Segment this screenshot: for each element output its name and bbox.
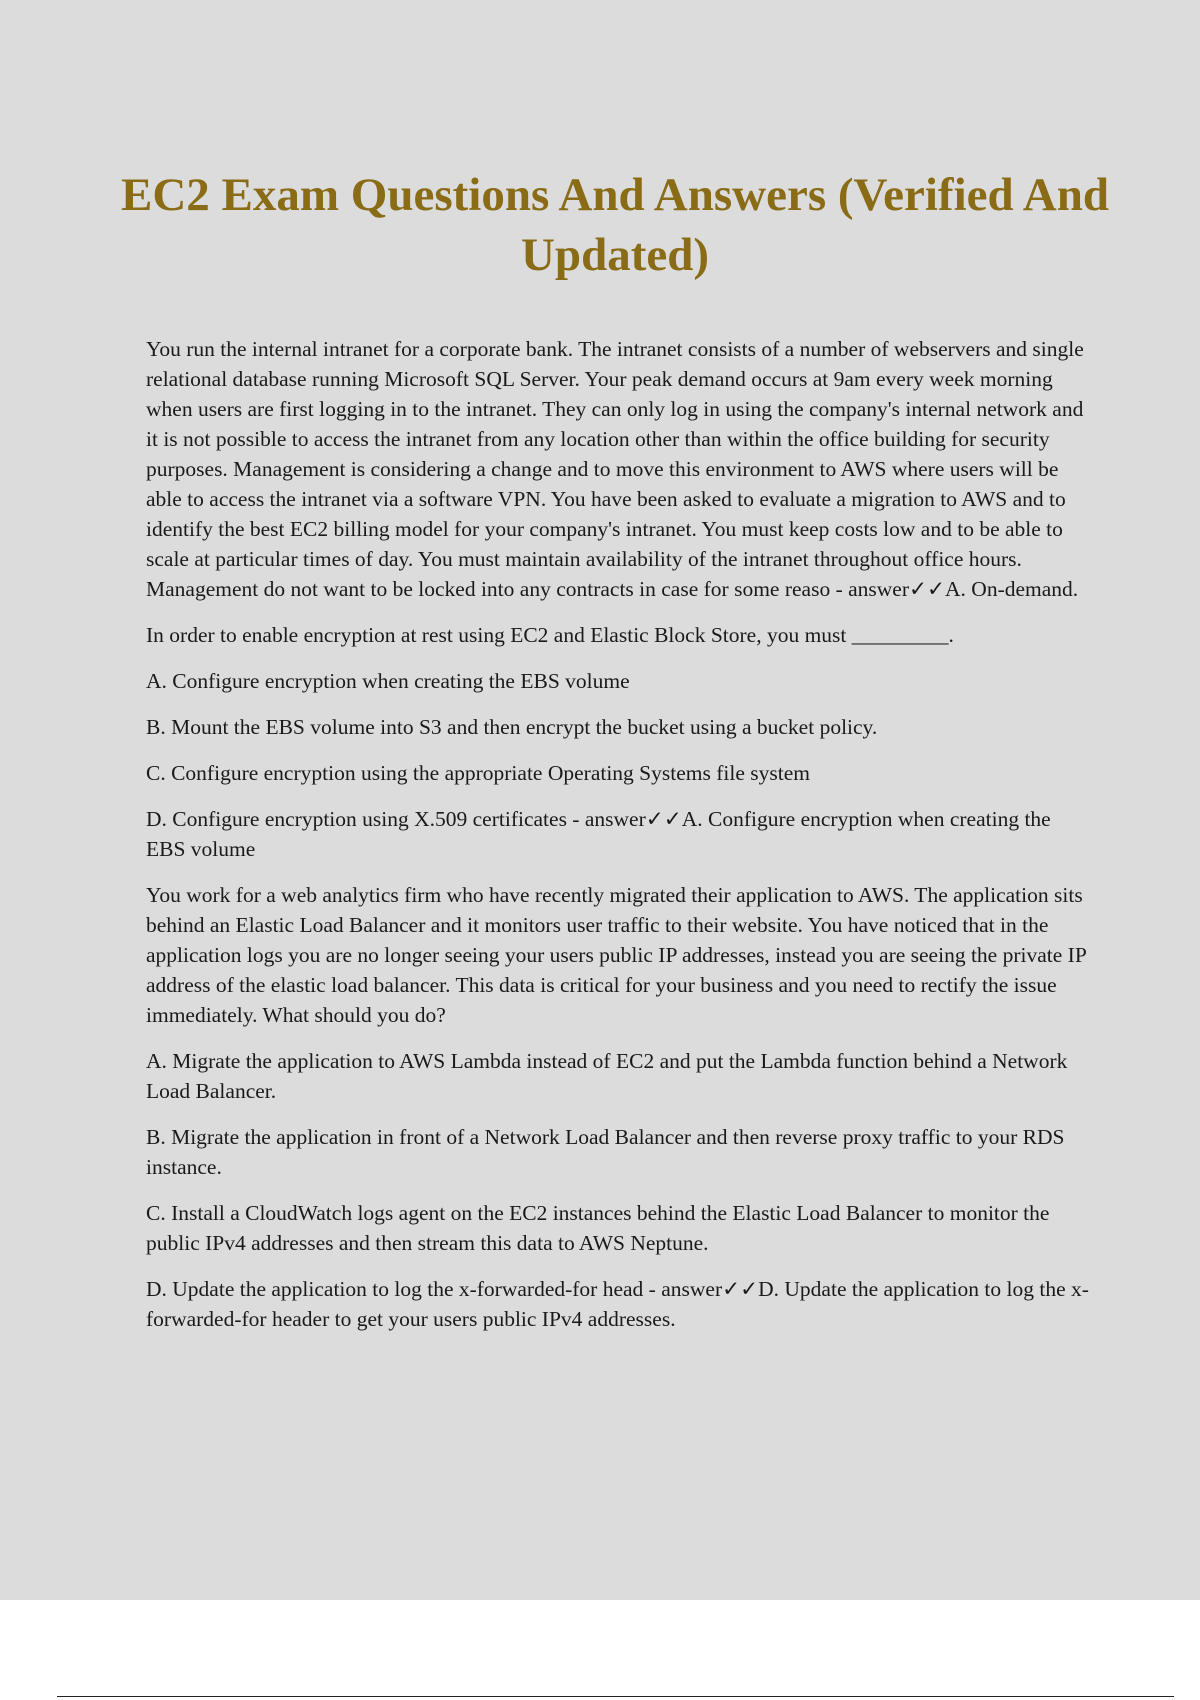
footer-divider [57, 1696, 1174, 1697]
question-2-option-b: B. Mount the EBS volume into S3 and then encrypt the bucket using a bucket policy. [146, 715, 878, 739]
question-3-option-d-answer: D. Update the application to log the x-forwarded-for head - answer✓✓D. Update the application to log the x-forwarded-for header to get your users public IPv4 addresses. [146, 1277, 1089, 1331]
document-title: EC2 Exam Questions And Answers (Verified And Updated) [120, 169, 1110, 281]
question-3-option-a: A. Migrate the application to AWS Lambda instead of EC2 and put the Lambda function behind a Network Load Balancer. [146, 1049, 1068, 1103]
document-body [146, 334, 1091, 1350]
question-3-prompt: You work for a web analytics firm who have recently migrated their application to AWS. The application sits behind an Elastic Load Balancer and it monitors user traffic to their website. You have noticed that in the application logs you are no longer seeing your users public IP addresses, instead you are seeing the private IP address of the elastic load balancer. This data is critical for your business and you need to rectify the issue immediately. What should you do? [146, 883, 1086, 1027]
question-2-prompt: In order to enable encryption at rest using EC2 and Elastic Block Store, you must _________. [146, 623, 954, 647]
question-2-option-a: A. Configure encryption when creating the EBS volume [146, 669, 630, 693]
question-3-option-b: B. Migrate the application in front of a Network Load Balancer and then reverse proxy traffic to your RDS instance. [146, 1125, 1065, 1179]
question-3-option-c: C. Install a CloudWatch logs agent on the EC2 instances behind the Elastic Load Balancer to monitor the public IPv4 addresses and then stream this data to AWS Neptune. [146, 1201, 1050, 1255]
question-2-option-c: C. Configure encryption using the appropriate Operating Systems file system [146, 761, 810, 785]
question-1-paragraph: You run the internal intranet for a corporate bank. The intranet consists of a number of webservers and single relational database running Microsoft SQL Server. Your peak demand occurs at 9am every week morning when users are first logging in to the intranet. They can only log in using the company's internal network and it is not possible to access the intranet from any location other than within the office building for security purposes. Management is considering a change and to move this environment to AWS where users will be able to access the intranet via a software VPN. You have been asked to evaluate a migration to AWS and to identify the best EC2 billing model for your company's intranet. You must keep costs low and to be able to scale at particular times of day. You must maintain availability of the intranet throughout office hours. Management do not want to be locked into any contracts in case for some reaso - answer✓✓A. On-demand. [146, 337, 1084, 601]
question-2-option-d-answer: D. Configure encryption using X.509 certificates - answer✓✓A. Configure encryption when creating the EBS volume [146, 807, 1051, 861]
